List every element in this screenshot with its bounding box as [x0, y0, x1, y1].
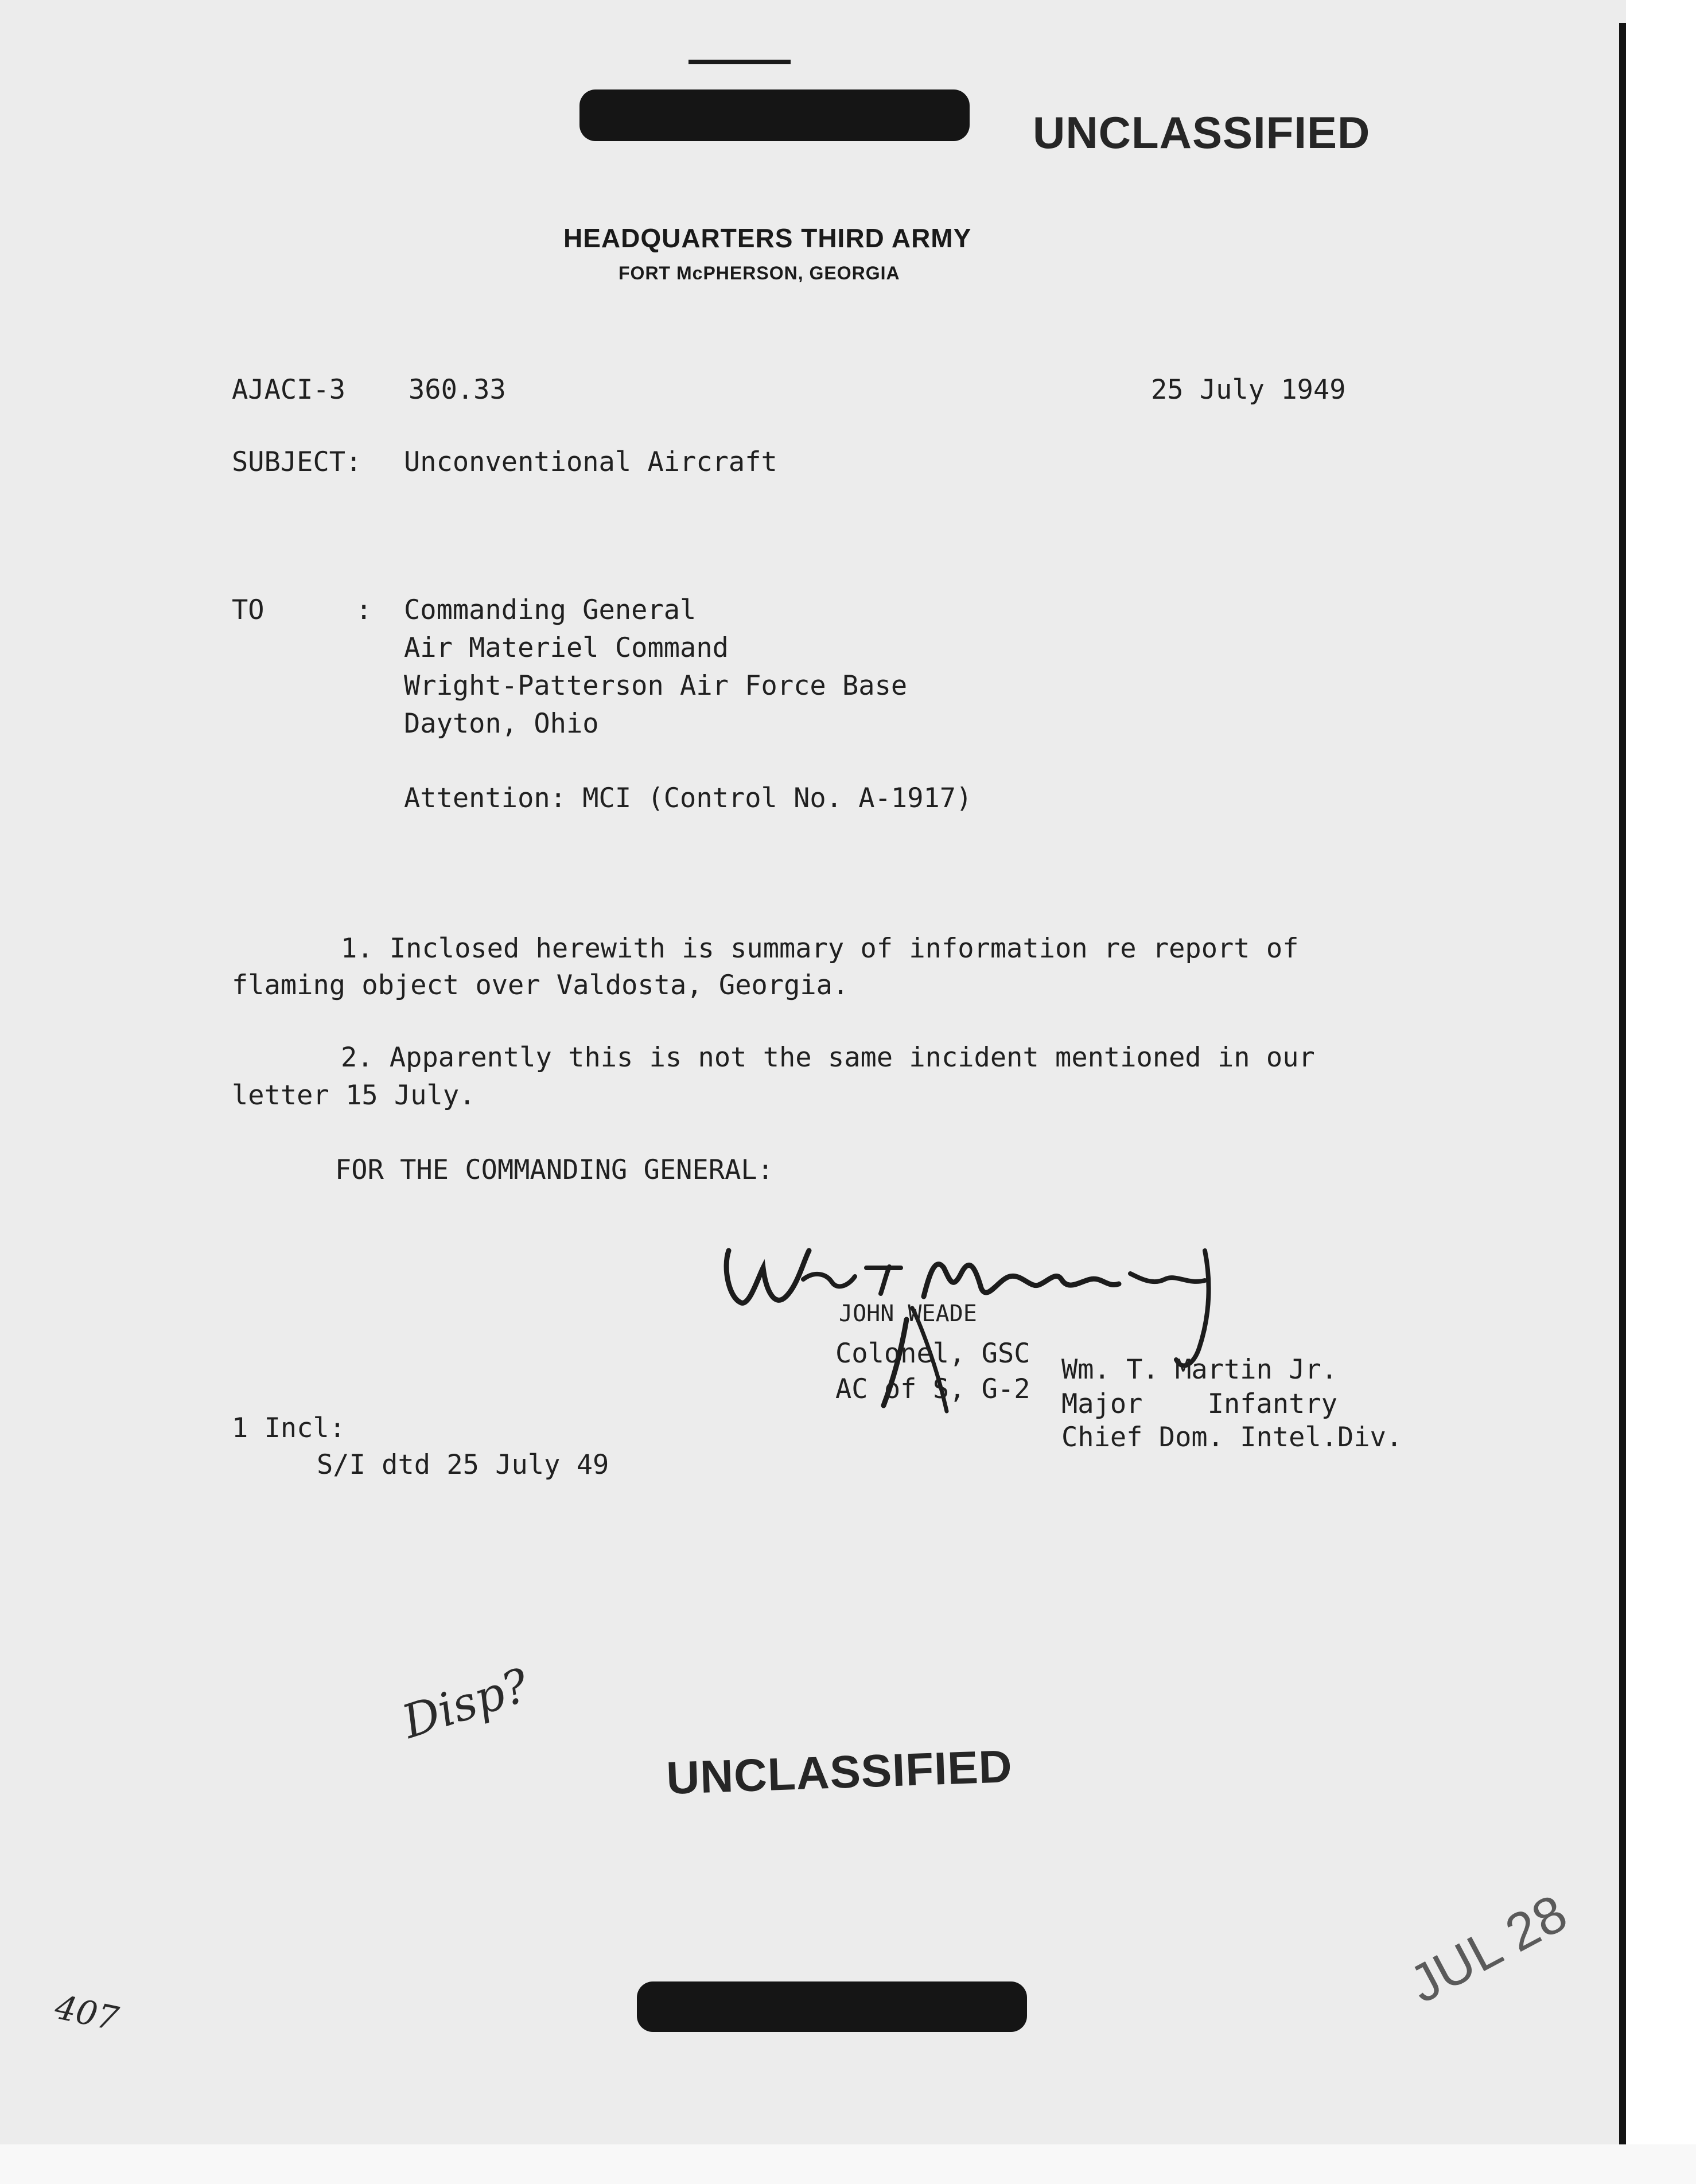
handwritten-note: Disp?: [396, 1658, 535, 1749]
signature-substitute-title: Chief Dom. Intel.Div.: [1061, 1422, 1403, 1453]
complimentary-closing: FOR THE COMMANDING GENERAL:: [335, 1154, 774, 1186]
paragraph-1-line-1: 1. Inclosed herewith is summary of information re report of: [341, 933, 1299, 964]
file-number: 360.33: [409, 374, 506, 406]
top-redaction-bar: [579, 89, 970, 141]
inclosure-label: 1 Incl:: [232, 1412, 346, 1444]
bottom-redaction-bar: [637, 1981, 1027, 2032]
signature-original-name: JOHN WEADE: [839, 1301, 977, 1327]
right-margin-shadow: [1626, 0, 1696, 2184]
paragraph-2-line-1: 2. Apparently this is not the same incident mentioned in our: [341, 1042, 1315, 1073]
signature-substitute-rank: Major Infantry: [1061, 1388, 1338, 1420]
subject-label: SUBJECT:: [232, 446, 362, 478]
right-page-edge: [1619, 23, 1626, 2146]
letterhead-location: FORT McPHERSON, GEORGIA: [619, 263, 900, 283]
to-label: TO: [232, 594, 264, 626]
address-line: Dayton, Ohio: [404, 708, 599, 739]
address-line: Air Materiel Command: [404, 632, 729, 664]
top-dash-mark: [688, 60, 791, 64]
address-line: Commanding General: [404, 594, 697, 626]
subject-value: Unconventional Aircraft: [404, 446, 777, 478]
received-date-stamp: JUL 28: [1400, 1883, 1577, 2014]
attention-line: Attention: MCI (Control No. A-1917): [404, 782, 973, 814]
paragraph-2-line-2: letter 15 July.: [232, 1080, 476, 1111]
handwritten-page-number: 407: [51, 1987, 122, 2039]
top-classification-stamp: UNCLASSIFIED: [1033, 107, 1371, 158]
signature-substitute-name: Wm. T. Martin Jr.: [1061, 1354, 1338, 1385]
letter-date: 25 July 1949: [1151, 374, 1346, 406]
bottom-classification-stamp: UNCLASSIFIED: [666, 1740, 1013, 1804]
signature-original-rank: Colonel, GSC: [835, 1338, 1030, 1369]
inclosure-item: S/I dtd 25 July 49: [317, 1449, 609, 1481]
bottom-page-edge: [0, 2144, 1696, 2184]
letterhead-org: HEADQUARTERS THIRD ARMY: [563, 223, 972, 253]
paragraph-1-line-2: flaming object over Valdosta, Georgia.: [232, 970, 849, 1001]
to-colon: :: [356, 594, 372, 626]
address-line: Wright-Patterson Air Force Base: [404, 670, 908, 702]
signature-original-title: AC of S, G-2: [835, 1373, 1030, 1405]
office-symbol: AJACI-3: [232, 374, 346, 406]
